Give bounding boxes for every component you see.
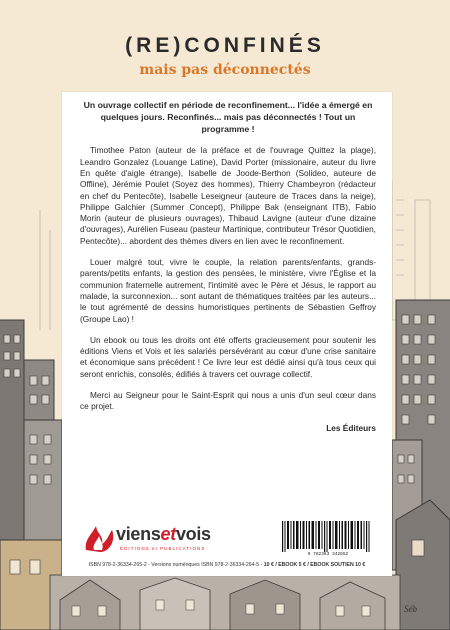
illustrator-signature: Séb xyxy=(404,604,417,614)
publisher-logo xyxy=(82,522,242,556)
book-subtitle: mais pas déconnectés xyxy=(139,62,311,78)
isbn-text: ISBN 978-2-36334-265-2 - Versions numériques ISBN 978-2-36334-264-5 - xyxy=(88,562,264,568)
themes-paragraph: Louer malgré tout, vivre le couple, la relation parents/enfants, grands-parents/petits enfants, la gestion des pensées, le ministère, vivre l'Église et la communion fraternelle autrement, l'intimité avec le Père et Jésus, le rapport au malade, la surconnexion... sont autant de thématiques traitées par les auteurs... le tout agrémenté de dessins humoristiques pertinents de Sébastien Geffroy (Groupe Lao) ! xyxy=(80,257,376,324)
publisher-name-part2: et xyxy=(160,524,176,544)
publisher-name xyxy=(116,524,211,545)
barcode xyxy=(278,520,378,560)
ebook-paragraph: Un ebook ou tous les droits ont été offerts gracieusement pour soutenir les éditions Viens et Vois et les salariés persévérant au cœur d'une crise sanitaire et économique sans précédent ! Ce livre leur est dédié ainsi qu'à tous ceux qui seront enrichis, consolés, édifiés à travers cet ouvrage collectif. xyxy=(80,334,376,379)
right-buildings xyxy=(392,300,450,630)
publisher-tagline: ÉDITIONS et PUBLICATIONS xyxy=(120,546,206,551)
flame-icon xyxy=(82,522,116,554)
barcode-bars xyxy=(278,520,378,552)
thanks-paragraph: Merci au Seigneur pour le Saint-Esprit qui nous a unis d'un seul cœur dans ce projet. xyxy=(80,390,376,412)
signoff: Les Éditeurs xyxy=(326,422,376,433)
street-scene xyxy=(50,575,400,630)
summary-text xyxy=(80,100,376,444)
authors-paragraph: Timothee Paton (auteur de la préface et de l'ouvrage Quittez la plage), Leandro Gonzalez (Louange Latine), David Porter (missionaire, auteur du livre En quête d'aigle étrange), Isabelle de Joode-Berthon (Solideo, auteure de Offline), Jérémie Poulet (Soyez des hommes), Thierry Chambeyron (rédacteur en chef du Pentecôte), Isabelle Leseigneur (auteure de Traces dans la neige), Philippe Galchier (Summer Concept), Philippe Bak (enseignant ITB), Fabio Morin (auteur de plusieurs ouvrages), Thibaud Lavigne (auteur d'une dizaine d'ouvrages), Aurélien Fuseau (pasteur Martinique, contributeur Trésor Quotidien, Pentecôte)... abordent des thèmes divers en lien avec le reconfinement. xyxy=(80,145,376,246)
barcode-number: 9 782363 342652 xyxy=(307,552,349,557)
isbn-line xyxy=(62,562,392,568)
lead-paragraph: Un ouvrage collectif en période de reconfinement... l'idée a émergé en quelques jours. Reconfinés... mais pas déconnectés ! Tout un programme ! xyxy=(83,100,373,134)
summary-panel xyxy=(62,92,392,576)
publisher-name-part3: vois xyxy=(175,524,211,544)
price-text: 10 € / EBOOK 5 € / EBOOK SOUTIEN 10 € xyxy=(263,562,366,568)
book-title: (RE)CONFINÉS xyxy=(125,34,325,57)
publisher-name-part1: viens xyxy=(116,524,161,544)
